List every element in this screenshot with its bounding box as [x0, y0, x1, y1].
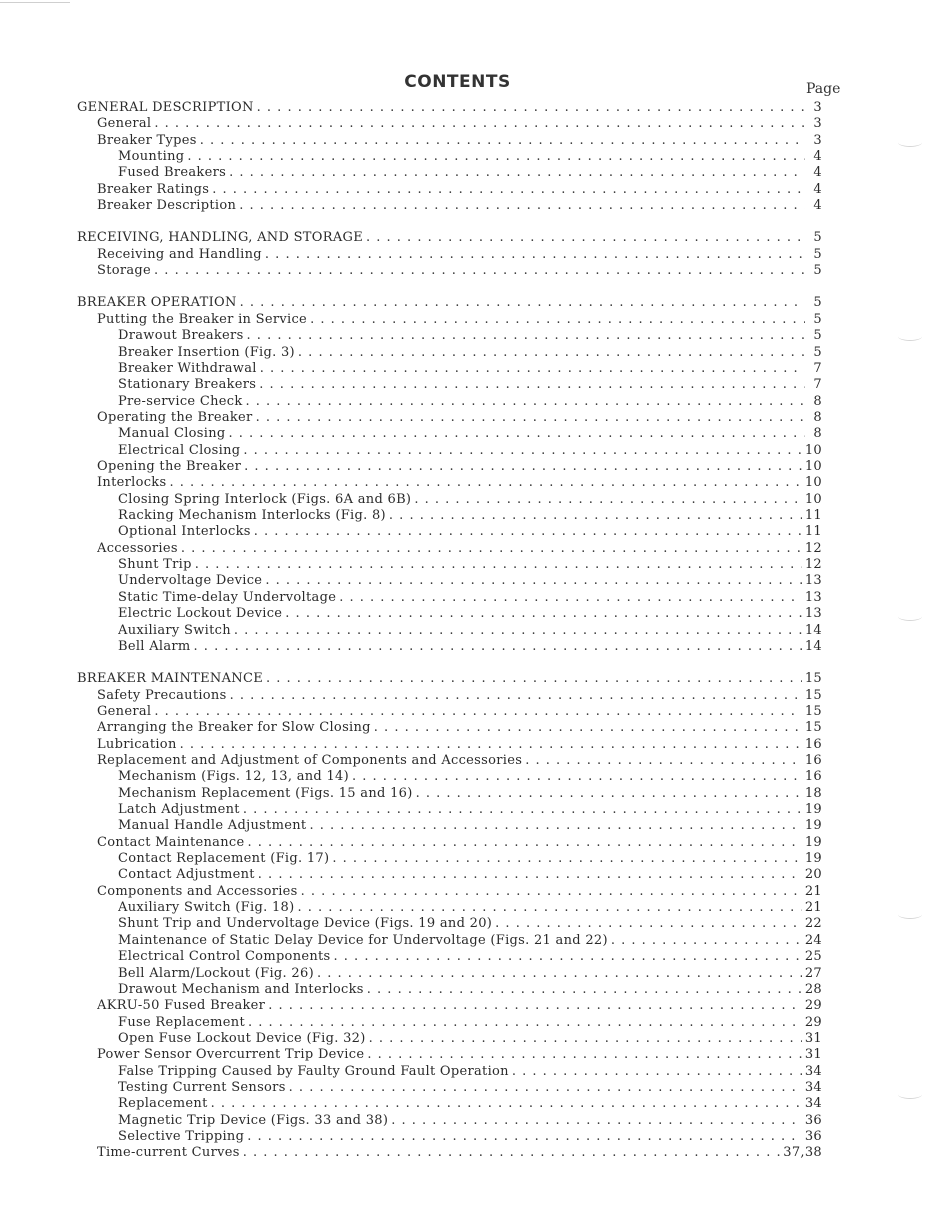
toc-entry: [118, 328, 822, 344]
dot-leader: [367, 1047, 802, 1063]
toc-entry-title: Breaker Insertion (Fig. 3): [118, 345, 295, 360]
toc-entry-page: 10: [804, 475, 822, 490]
toc-entry-title: Contact Adjustment: [118, 867, 255, 882]
toc-entry-page: 19: [804, 818, 822, 833]
toc-entry: [97, 133, 822, 149]
toc-entry: [118, 916, 822, 932]
toc-entry-page: 19: [804, 851, 822, 866]
toc-entry: [118, 1080, 822, 1096]
toc-entry-page: 29: [804, 998, 822, 1013]
dot-leader: [234, 623, 802, 639]
toc-entry-title: Static Time-delay Undervoltage: [118, 590, 337, 605]
toc-entry-page: 14: [804, 639, 822, 654]
dot-leader: [339, 590, 802, 606]
toc-entry-title: Mounting: [118, 149, 185, 164]
toc-entry: [97, 263, 822, 279]
toc-entry-page: 15: [804, 688, 822, 703]
toc-section-heading: [77, 100, 822, 116]
toc-entry-page: 5: [813, 247, 822, 262]
toc-entry: [118, 590, 822, 606]
toc-entry: [118, 1113, 822, 1129]
dot-leader: [611, 933, 802, 949]
toc-entry-title: Storage: [97, 263, 152, 278]
toc-entry-title: Open Fuse Lockout Device (Fig. 32): [118, 1031, 366, 1046]
dot-leader: [369, 1031, 802, 1047]
toc-entry-title: False Tripping Caused by Faulty Ground Fault Operation: [118, 1064, 509, 1079]
toc-entry-title: Bell Alarm: [118, 639, 191, 654]
dot-leader: [154, 263, 805, 279]
scan-margin-mark: [898, 332, 922, 341]
dot-leader: [414, 492, 802, 508]
toc-entry-title: BREAKER MAINTENANCE: [77, 671, 263, 686]
toc-entry-page: 20: [804, 867, 822, 882]
dot-leader: [239, 198, 805, 214]
toc-entry-title: Electrical Closing: [118, 443, 241, 458]
toc-entry-title: Mechanism Replacement (Figs. 15 and 16): [118, 786, 413, 801]
toc-entry-title: Electrical Control Components: [118, 949, 331, 964]
toc-entry-page: 5: [813, 345, 822, 360]
toc-entry-title: Contact Replacement (Fig. 17): [118, 851, 330, 866]
toc-entry-title: Replacement: [118, 1096, 208, 1111]
toc-entry-page: 4: [813, 165, 822, 180]
dot-leader: [374, 720, 802, 736]
toc-entry-title: Components and Accessories: [97, 884, 298, 899]
dot-leader: [247, 835, 801, 851]
toc-entry: [118, 982, 822, 998]
toc-entry: [118, 623, 822, 639]
toc-entry-page: 36: [804, 1113, 822, 1128]
toc-entry-page: 4: [813, 198, 822, 213]
toc-entry-page: 14: [804, 623, 822, 638]
dot-leader: [240, 295, 805, 311]
toc-entry: [118, 443, 822, 459]
toc-entry-title: Optional Interlocks: [118, 524, 251, 539]
toc-entry-page: 5: [813, 230, 822, 245]
toc-entry: [118, 802, 822, 818]
toc-entry: [97, 459, 822, 475]
toc-entry-page: 16: [804, 753, 822, 768]
toc-entry: [118, 557, 822, 573]
dot-leader: [367, 982, 802, 998]
toc-entry-page: 31: [804, 1047, 822, 1062]
toc-entry-page: 24: [804, 933, 822, 948]
toc-entry-page: 7: [813, 377, 822, 392]
dot-leader: [211, 1096, 802, 1112]
toc-entry: [97, 1145, 822, 1161]
toc-entry-page: 8: [813, 426, 822, 441]
toc-entry-page: 31: [804, 1031, 822, 1046]
dot-leader: [289, 1080, 802, 1096]
dot-leader: [265, 573, 802, 589]
toc-entry-title: Bell Alarm/Lockout (Fig. 26): [118, 966, 314, 981]
toc-entry-title: Electric Lockout Device: [118, 606, 283, 621]
toc-section-heading: [77, 230, 822, 246]
toc-entry-title: Latch Adjustment: [118, 802, 240, 817]
dot-leader: [258, 867, 802, 883]
toc-entry: [118, 345, 822, 361]
toc-entry: [97, 410, 822, 426]
toc-entry: [118, 769, 822, 785]
toc-entry: [118, 1015, 822, 1031]
toc-entry: [118, 524, 822, 540]
toc-entry-title: Stationary Breakers: [118, 377, 257, 392]
toc-entry-page: 7: [813, 361, 822, 376]
toc-entry: [118, 867, 822, 883]
toc-entry: [97, 1047, 822, 1063]
toc-entry-title: Fused Breakers: [118, 165, 227, 180]
toc-entry-title: Magnetic Trip Device (Figs. 33 and 38): [118, 1113, 389, 1128]
toc-entry: [118, 426, 822, 442]
dot-leader: [194, 639, 802, 655]
dot-leader: [297, 900, 801, 916]
toc-entry-title: Replacement and Adjustment of Components and Accessories: [97, 753, 523, 768]
toc-entry: [97, 835, 822, 851]
toc-entry: [97, 475, 822, 491]
toc-entry-page: 15: [804, 671, 822, 686]
dot-leader: [285, 606, 802, 622]
toc-entry: [97, 541, 822, 557]
dot-leader: [154, 704, 801, 720]
toc-entry-title: Breaker Withdrawal: [118, 361, 257, 376]
toc-entry-page: 3: [813, 133, 822, 148]
dot-leader: [310, 312, 805, 328]
dot-leader: [298, 345, 805, 361]
toc-entry-title: Interlocks: [97, 475, 167, 490]
scan-margin-mark: [898, 612, 922, 621]
toc-entry-page: 15: [804, 704, 822, 719]
toc-entry-page: 12: [804, 557, 822, 572]
scan-edge-line: [0, 2, 70, 3]
toc-entry-title: Pre-service Check: [118, 394, 243, 409]
toc-entry-title: Selective Tripping: [118, 1129, 245, 1144]
toc-entry: [118, 949, 822, 965]
dot-leader: [230, 688, 802, 704]
dot-leader: [259, 377, 805, 393]
toc-entry: [97, 688, 822, 704]
toc-entry-page: 34: [804, 1096, 822, 1111]
toc-entry-title: GENERAL DESCRIPTION: [77, 100, 254, 115]
toc-entry-page: 10: [804, 492, 822, 507]
toc-entry-page: 5: [813, 263, 822, 278]
toc-entry-page: 21: [804, 900, 822, 915]
toc-entry-page: 5: [813, 312, 822, 327]
toc-entry-title: Undervoltage Device: [118, 573, 263, 588]
toc-entry-page: 19: [804, 802, 822, 817]
toc-entry-page: 19: [804, 835, 822, 850]
dot-leader: [229, 165, 805, 181]
dot-leader: [254, 524, 802, 540]
toc-entry-page: 12: [804, 541, 822, 556]
dot-leader: [181, 541, 802, 557]
toc-entry-title: Breaker Ratings: [97, 182, 210, 197]
toc-entry: [118, 361, 822, 377]
dot-leader: [495, 916, 802, 932]
toc-entry-page: 10: [804, 443, 822, 458]
toc-entry-page: 28: [804, 982, 822, 997]
toc-entry-title: Drawout Breakers: [118, 328, 244, 343]
dot-leader: [243, 802, 802, 818]
dot-leader: [391, 1113, 802, 1129]
toc-entry-page: 11: [804, 508, 822, 523]
toc-entry-title: RECEIVING, HANDLING, AND STORAGE: [77, 230, 363, 245]
dot-leader: [187, 149, 805, 165]
toc-entry-title: Manual Closing: [118, 426, 226, 441]
toc-entry: [118, 818, 822, 834]
toc-entry-title: Lubrication: [97, 737, 177, 752]
toc-entry-page: 3: [813, 100, 822, 115]
page-column-label: Page: [806, 81, 841, 97]
toc-entry: [118, 149, 822, 165]
dot-leader: [200, 133, 805, 149]
dot-leader: [247, 1129, 802, 1145]
toc-entry-title: Time-current Curves: [97, 1145, 240, 1160]
toc-entry-title: Putting the Breaker in Service: [97, 312, 308, 327]
toc-entry-title: Auxiliary Switch (Fig. 18): [118, 900, 295, 915]
dot-leader: [246, 394, 805, 410]
toc-entry: [118, 606, 822, 622]
toc-entry-page: 13: [804, 606, 822, 621]
toc-section-heading: [77, 295, 822, 311]
toc-entry-title: Power Sensor Overcurrent Trip Device: [97, 1047, 365, 1062]
toc-entry: [97, 247, 822, 263]
toc-entry-page: 36: [804, 1129, 822, 1144]
dot-leader: [180, 737, 802, 753]
dot-leader: [268, 998, 802, 1014]
toc-entry-title: General: [97, 116, 152, 131]
toc-entry: [97, 312, 822, 328]
dot-leader: [416, 786, 802, 802]
toc-entry-title: Auxiliary Switch: [118, 623, 231, 638]
dot-leader: [244, 459, 802, 475]
toc-entry-title: Manual Handle Adjustment: [118, 818, 307, 833]
toc-entry: [118, 377, 822, 393]
toc-entry-page: 8: [813, 410, 822, 425]
toc-entry: [97, 737, 822, 753]
dot-leader: [248, 1015, 802, 1031]
toc-entry: [118, 900, 822, 916]
dot-leader: [352, 769, 802, 785]
toc-entry-page: 37,38: [783, 1145, 822, 1160]
toc-entry-title: Contact Maintenance: [97, 835, 245, 850]
toc-entry: [97, 753, 822, 769]
toc-entry-title: Breaker Types: [97, 133, 197, 148]
toc-entry-title: Safety Precautions: [97, 688, 227, 703]
toc-entry-title: Racking Mechanism Interlocks (Fig. 8): [118, 508, 386, 523]
dot-leader: [195, 557, 802, 573]
dot-leader: [260, 361, 805, 377]
toc-entry: [118, 492, 822, 508]
toc-entry-title: Accessories: [97, 541, 178, 556]
toc-entry-title: Mechanism (Figs. 12, 13, and 14): [118, 769, 349, 784]
scan-margin-mark: [898, 138, 922, 147]
toc-entry-page: 3: [813, 116, 822, 131]
toc-entry-page: 18: [804, 786, 822, 801]
toc-entry-title: Receiving and Handling: [97, 247, 262, 262]
dot-leader: [247, 328, 805, 344]
toc-entry-page: 10: [804, 459, 822, 474]
dot-leader: [309, 818, 801, 834]
toc-entry-page: 25: [804, 949, 822, 964]
toc-entry-page: 16: [804, 769, 822, 784]
toc-entry-page: 34: [804, 1080, 822, 1095]
toc-entry: [97, 182, 822, 198]
toc-entry-title: Breaker Description: [97, 198, 237, 213]
dot-leader: [366, 230, 805, 246]
dot-leader: [256, 410, 805, 426]
toc-entry-page: 21: [804, 884, 822, 899]
toc-entry: [97, 198, 822, 214]
toc-entry: [118, 1064, 822, 1080]
dot-leader: [317, 966, 802, 982]
toc-entry-title: Testing Current Sensors: [118, 1080, 286, 1095]
dot-leader: [229, 426, 805, 442]
toc-entry-page: 34: [804, 1064, 822, 1079]
toc-entry-title: AKRU-50 Fused Breaker: [97, 998, 266, 1013]
dot-leader: [154, 116, 805, 132]
toc-entry-page: 13: [804, 573, 822, 588]
toc-entry-title: Fuse Replacement: [118, 1015, 245, 1030]
dot-leader: [525, 753, 802, 769]
toc-entry: [97, 998, 822, 1014]
toc-entry-page: 11: [804, 524, 822, 539]
toc-entry-title: BREAKER OPERATION: [77, 295, 237, 310]
dot-leader: [265, 247, 805, 263]
toc-entry-page: 16: [804, 737, 822, 752]
toc-entry-title: General: [97, 704, 152, 719]
toc-entry-page: 29: [804, 1015, 822, 1030]
toc-entry-page: 5: [813, 295, 822, 310]
toc-entry: [97, 116, 822, 132]
dot-leader: [266, 671, 802, 687]
dot-leader: [512, 1064, 802, 1080]
toc-entry: [118, 786, 822, 802]
dot-leader: [169, 475, 801, 491]
dot-leader: [243, 1145, 781, 1161]
toc-entry: [118, 508, 822, 524]
toc-entry-title: Drawout Mechanism and Interlocks: [118, 982, 364, 997]
toc-entry: [118, 639, 822, 655]
toc-entry: [118, 573, 822, 589]
scan-margin-mark: [898, 910, 922, 919]
toc-entry-title: Maintenance of Static Delay Device for Undervoltage (Figs. 21 and 22): [118, 933, 608, 948]
toc-entry-page: 5: [813, 328, 822, 343]
toc-entry: [118, 394, 822, 410]
dot-leader: [257, 100, 805, 116]
toc-entry-page: 22: [804, 916, 822, 931]
toc-entry-title: Closing Spring Interlock (Figs. 6A and 6B): [118, 492, 412, 507]
scan-margin-mark: [898, 1090, 922, 1099]
dot-leader: [334, 949, 802, 965]
toc-entry: [97, 884, 822, 900]
toc-entry-title: Operating the Breaker: [97, 410, 253, 425]
page-title: CONTENTS: [404, 72, 511, 92]
dot-leader: [243, 443, 801, 459]
toc-entry-title: Opening the Breaker: [97, 459, 242, 474]
dot-leader: [332, 851, 802, 867]
dot-leader: [389, 508, 802, 524]
toc-entry: [118, 1096, 822, 1112]
toc-entry-page: 13: [804, 590, 822, 605]
toc-entry: [97, 704, 822, 720]
toc-entry-title: Shunt Trip and Undervoltage Device (Figs. 19 and 20): [118, 916, 493, 931]
toc-entry-page: 27: [804, 966, 822, 981]
dot-leader: [301, 884, 802, 900]
toc-entry: [118, 165, 822, 181]
toc-entry: [118, 966, 822, 982]
dot-leader: [212, 182, 805, 198]
toc-entry: [118, 851, 822, 867]
toc-entry-title: Shunt Trip: [118, 557, 192, 572]
toc-entry: [97, 720, 822, 736]
toc-section-heading: [77, 671, 822, 687]
toc-entry-page: 4: [813, 182, 822, 197]
toc-entry: [118, 1031, 822, 1047]
toc-entry-page: 15: [804, 720, 822, 735]
toc-entry-title: Arranging the Breaker for Slow Closing: [97, 720, 371, 735]
toc-entry-page: 8: [813, 394, 822, 409]
toc-entry: [118, 933, 822, 949]
toc-entry: [118, 1129, 822, 1145]
toc-entry-page: 4: [813, 149, 822, 164]
